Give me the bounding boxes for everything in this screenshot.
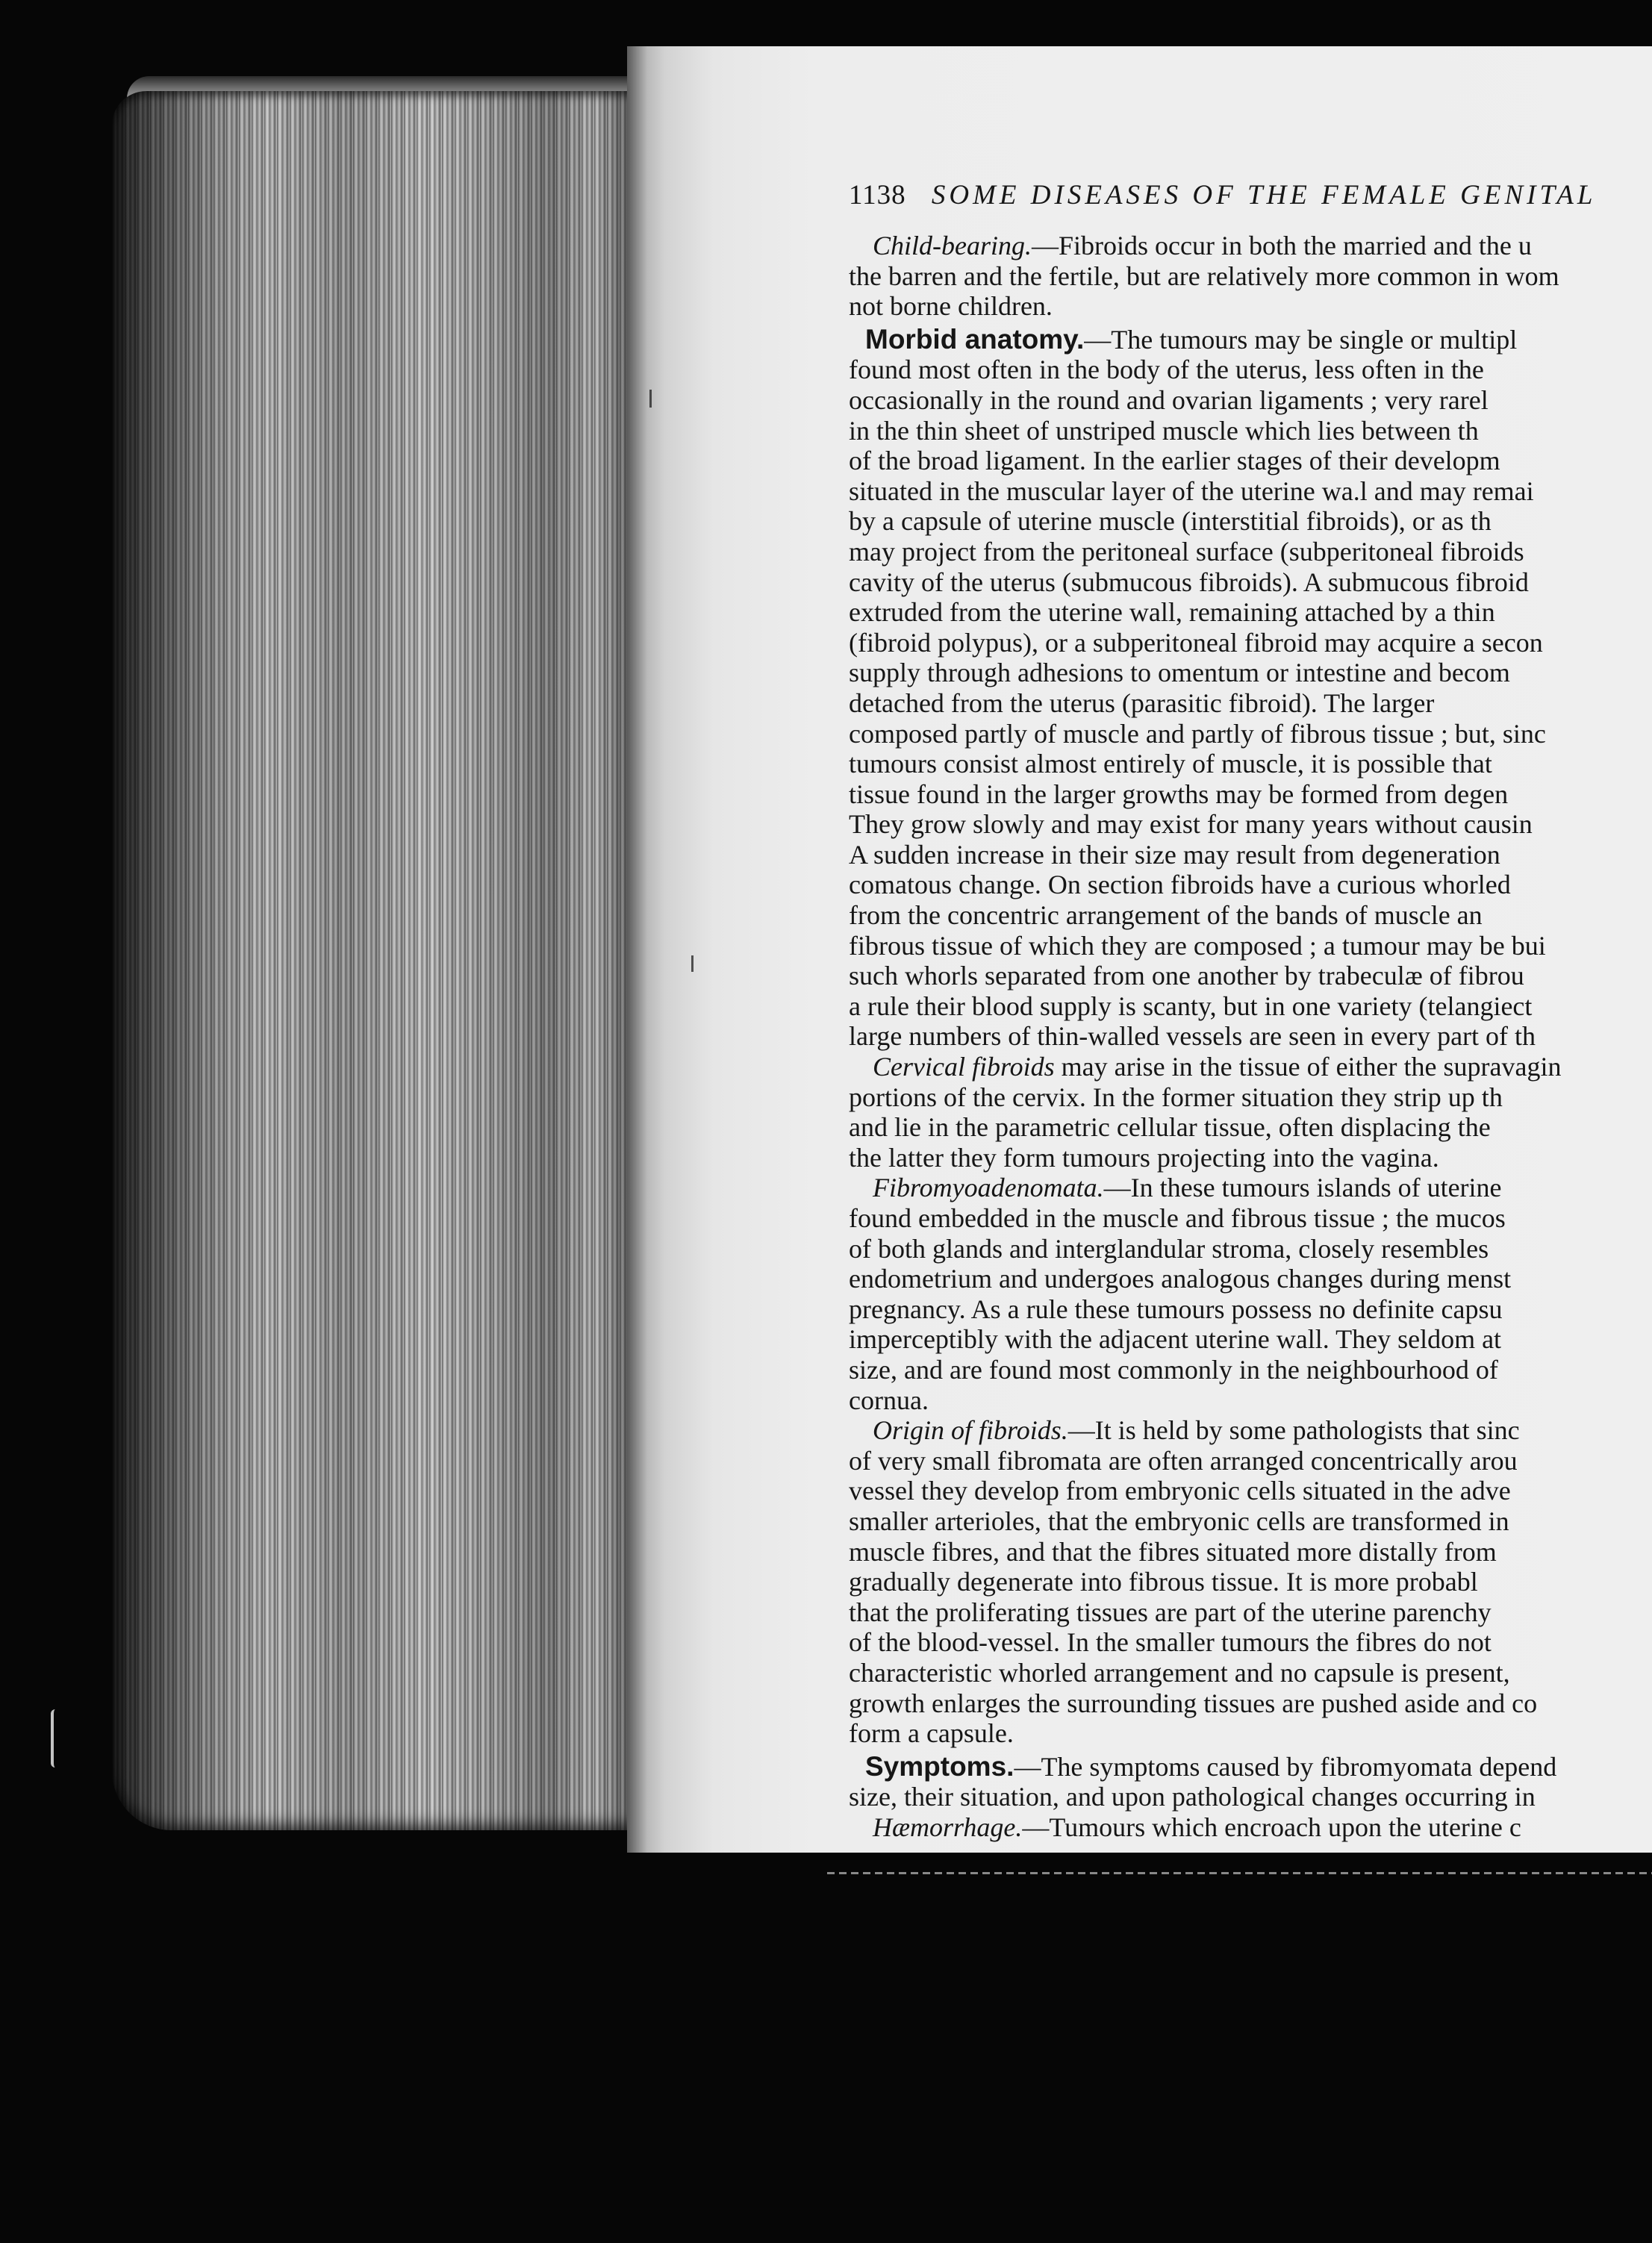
line-text: portions of the cervix. In the former situation they strip up th xyxy=(849,1082,1503,1112)
text-line xyxy=(849,1385,1652,1416)
line-text: comatous change. On section fibroids have a curious whorled xyxy=(849,870,1511,900)
line-text: found most often in the body of the uterus, less often in the xyxy=(849,355,1484,385)
text-line xyxy=(849,1143,1652,1173)
text-line xyxy=(849,1324,1652,1355)
text-line xyxy=(849,1415,1652,1446)
line-text: large numbers of thin-walled vessels are seen in every part of th xyxy=(849,1021,1536,1052)
line-text: that the proliferating tissues are part of the uterine parenchy xyxy=(849,1597,1492,1627)
text-line xyxy=(849,658,1652,688)
line-text: by a capsule of uterine muscle (interstitial fibroids), or as th xyxy=(849,506,1492,537)
line-text: and lie in the parametric cellular tissue, often displacing the xyxy=(849,1112,1491,1143)
line-text: fibrous tissue of which they are composed ; a tumour may be bui xyxy=(849,930,1546,961)
section-heading: Symptoms. xyxy=(865,1750,1014,1782)
line-text: the barren and the fertile, but are relatively more common in wom xyxy=(849,261,1559,291)
running-header xyxy=(849,179,1652,211)
scan-blemish xyxy=(51,1709,70,1768)
subsection-heading: Child-bearing. xyxy=(873,231,1032,261)
subsection-heading: Cervical fibroids xyxy=(873,1052,1055,1082)
line-text: (fibroid polypus), or a subperitoneal fibroid may acquire a secon xyxy=(849,627,1543,658)
line-text: imperceptibly with the adjacent uterine wall. They seldom at xyxy=(849,1324,1502,1355)
line-text: not borne children. xyxy=(849,291,1053,322)
text-line xyxy=(849,1355,1652,1385)
text-line xyxy=(849,628,1652,658)
line-text: of very small fibromata are often arranged concentrically arou xyxy=(849,1445,1518,1476)
text-line xyxy=(849,1173,1652,1203)
scan-artifact-line xyxy=(827,1872,1652,1874)
text-line xyxy=(849,1658,1652,1688)
text-line xyxy=(849,1203,1652,1234)
page-number: 1138 xyxy=(849,180,906,210)
text-line xyxy=(849,870,1652,900)
text-line xyxy=(849,1112,1652,1143)
line-text: tumours consist almost entirely of muscle, it is possible that xyxy=(849,749,1492,779)
line-text: of the blood-vessel. In the smaller tumours the fibres do not xyxy=(849,1627,1492,1658)
text-line xyxy=(849,1476,1652,1506)
text-line xyxy=(849,597,1652,628)
text-line xyxy=(849,1782,1652,1812)
text-line xyxy=(849,476,1652,507)
line-text: —It is held by some pathologists that sinc xyxy=(1067,1415,1520,1446)
line-text: form a capsule. xyxy=(849,1718,1014,1749)
text-line xyxy=(849,291,1652,322)
line-text: —In these tumours islands of uterine xyxy=(1103,1173,1502,1203)
text-line xyxy=(849,385,1652,416)
text-line xyxy=(849,900,1652,931)
line-text: —The tumours may be single or multipl xyxy=(1084,324,1518,355)
text-line xyxy=(849,809,1652,840)
text-line xyxy=(849,261,1652,292)
text-line xyxy=(849,1688,1652,1719)
text-line xyxy=(849,506,1652,537)
line-text: from the concentric arrangement of the bands of muscle an xyxy=(849,900,1483,931)
text-line xyxy=(849,1234,1652,1264)
line-text: situated in the muscular layer of the uterine wa.l and may remai xyxy=(849,475,1534,506)
line-text: cavity of the uterus (submucous fibroids). A submucous fibroid xyxy=(849,567,1529,597)
line-text: supply through adhesions to omentum or intestine and becom xyxy=(849,658,1510,688)
text-line xyxy=(849,1506,1652,1537)
line-text: composed partly of muscle and partly of fibrous tissue ; but, sinc xyxy=(849,718,1546,749)
line-text: characteristic whorled arrangement and no capsule is present, xyxy=(849,1657,1510,1688)
text-line xyxy=(849,1052,1652,1082)
text-line xyxy=(849,719,1652,749)
line-text: pregnancy. As a rule these tumours possess no definite capsu xyxy=(849,1294,1503,1324)
text-line xyxy=(849,1082,1652,1113)
line-text: a rule their blood supply is scanty, but in one variety (telangiect xyxy=(849,991,1533,1021)
text-line xyxy=(849,749,1652,779)
running-title: SOME DISEASES OF THE FEMALE GENITAL xyxy=(931,180,1597,210)
text-line xyxy=(849,961,1652,991)
text-line xyxy=(849,1812,1652,1843)
text-line xyxy=(849,991,1652,1022)
line-text: size, and are found most commonly in the neighbourhood of xyxy=(849,1354,1498,1385)
text-line xyxy=(849,1264,1652,1294)
line-text: —Fibroids occur in both the married and the u xyxy=(1032,231,1532,261)
page-text xyxy=(849,179,1652,1842)
text-line xyxy=(849,446,1652,476)
text-line xyxy=(849,1021,1652,1052)
text-line xyxy=(849,355,1652,385)
page-speck xyxy=(691,955,693,972)
text-line xyxy=(849,1294,1652,1325)
text-line xyxy=(849,231,1652,261)
line-text: tissue found in the larger growths may be formed from degen xyxy=(849,779,1509,809)
text-line xyxy=(849,416,1652,446)
line-text: may project from the peritoneal surface (subperitoneal fibroids xyxy=(849,536,1524,567)
line-text: A sudden increase in their size may result from degeneration xyxy=(849,839,1500,870)
text-line xyxy=(849,840,1652,870)
line-text: of both glands and interglandular stroma, closely resembles xyxy=(849,1233,1489,1264)
line-text: extruded from the uterine wall, remaining attached by a thin xyxy=(849,597,1495,628)
line-text: may arise in the tissue of either the supravagin xyxy=(1054,1052,1562,1082)
line-text: They grow slowly and may exist for many years without causin xyxy=(849,809,1533,840)
text-line xyxy=(849,1752,1652,1782)
text-line xyxy=(849,567,1652,598)
text-line xyxy=(849,779,1652,810)
line-text: vessel they develop from embryonic cells situated in the adve xyxy=(849,1476,1511,1506)
line-text: detached from the uterus (parasitic fibroid). The larger xyxy=(849,687,1435,718)
line-text: —Tumours which encroach upon the uterine c xyxy=(1022,1812,1521,1842)
line-text: muscle fibres, and that the fibres situated more distally from xyxy=(849,1536,1497,1567)
text-line xyxy=(849,931,1652,961)
line-text: gradually degenerate into fibrous tissue. It is more probabl xyxy=(849,1567,1478,1597)
line-text: the latter they form tumours projecting into the vagina. xyxy=(849,1142,1439,1173)
line-text: cornua. xyxy=(849,1385,929,1415)
text-line xyxy=(849,1718,1652,1749)
text-line xyxy=(849,537,1652,567)
line-text: size, their situation, and upon pathological changes occurring in xyxy=(849,1782,1536,1812)
line-text: growth enlarges the surrounding tissues are pushed aside and co xyxy=(849,1688,1538,1718)
line-text: occasionally in the round and ovarian ligaments ; very rarel xyxy=(849,384,1489,415)
page-speck xyxy=(649,390,652,408)
text-line xyxy=(849,1597,1652,1628)
subsection-heading: Origin of fibroids. xyxy=(873,1415,1068,1446)
text-line xyxy=(849,1567,1652,1597)
section-heading: Morbid anatomy. xyxy=(865,323,1085,355)
line-text: found embedded in the muscle and fibrous tissue ; the mucos xyxy=(849,1203,1506,1233)
subsection-heading: Hæmorrhage. xyxy=(873,1812,1023,1842)
text-line xyxy=(849,325,1652,355)
text-line xyxy=(849,1446,1652,1476)
line-text: of the broad ligament. In the earlier stages of their developm xyxy=(849,446,1500,476)
body-text xyxy=(849,231,1652,1842)
page-edges xyxy=(112,91,635,1830)
text-line xyxy=(849,1537,1652,1567)
line-text: endometrium and undergoes analogous changes during menst xyxy=(849,1264,1512,1294)
subsection-heading: Fibromyoadenomata. xyxy=(873,1173,1104,1203)
text-line xyxy=(849,1627,1652,1658)
text-line xyxy=(849,688,1652,719)
line-text: —The symptoms caused by fibromyomata depend xyxy=(1014,1751,1557,1782)
line-text: such whorls separated from one another by trabeculæ of fibrou xyxy=(849,961,1524,991)
line-text: in the thin sheet of unstriped muscle which lies between th xyxy=(849,415,1479,446)
line-text: smaller arterioles, that the embryonic cells are transformed in xyxy=(849,1506,1509,1536)
